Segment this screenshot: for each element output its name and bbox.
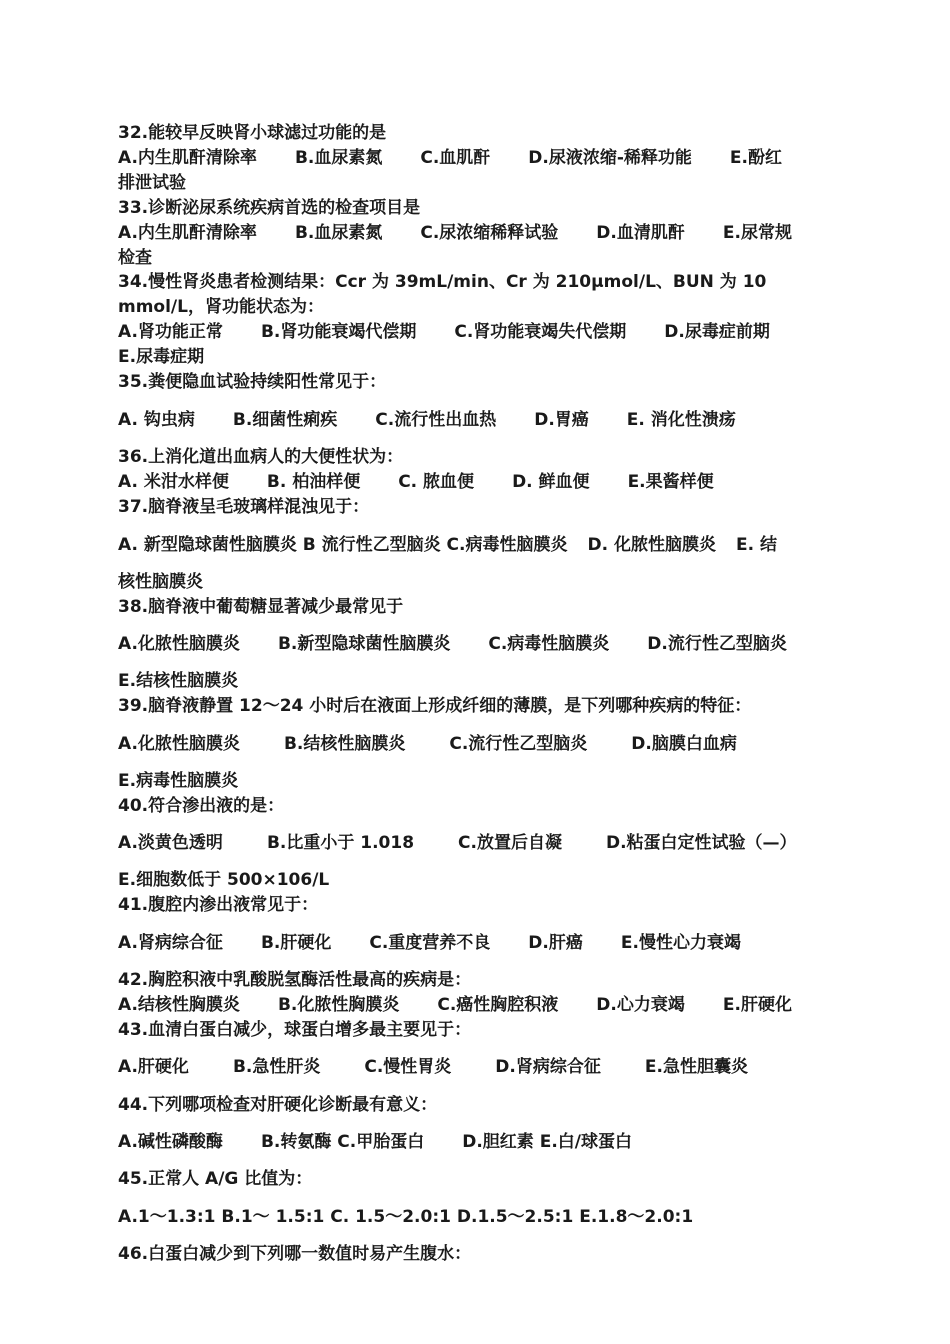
- option-text: C.慢性胃炎: [364, 1057, 452, 1077]
- option-text: B.新型隐球菌性脑膜炎: [277, 634, 451, 654]
- option-text: B.转氨酶 C.甲胎蛋白: [260, 1132, 425, 1152]
- option-text: E. 消化性溃疡: [626, 410, 736, 430]
- option-text: C.放置后自凝: [458, 833, 562, 853]
- option-text: C.流行性乙型脑炎: [449, 734, 588, 754]
- option-text: D.脑膜白血病: [631, 734, 737, 754]
- text-line: [118, 345, 862, 369]
- option-text: A. 新型隐球菌性脑膜炎 B 流行性乙型脑炎 C.病毒性脑膜炎: [118, 535, 568, 555]
- option-text: B.肝硬化: [260, 933, 332, 953]
- text-line: [118, 732, 862, 756]
- text-line: [118, 831, 862, 855]
- option-text: D.血清肌酐: [596, 223, 685, 243]
- option-text: D.胆红素 E.白/球蛋白: [462, 1132, 632, 1152]
- option-text: A.肝硬化: [118, 1057, 189, 1077]
- text-line: [118, 694, 862, 718]
- option-text: E.肝硬化: [722, 995, 792, 1015]
- text-line: [118, 893, 862, 917]
- option-text: D.尿液浓缩-稀释功能: [528, 148, 692, 168]
- option-text: B. 柏油样便: [266, 472, 361, 492]
- option-text: E.尿常规: [722, 223, 792, 243]
- line-text: 46.白蛋白减少到下列哪一数值时易产生腹水：: [118, 1244, 472, 1264]
- text-line: [118, 146, 862, 170]
- option-text: B.血尿素氮: [294, 148, 383, 168]
- line-text: 34.慢性肾炎患者检测结果：Ccr 为 39mL/min、Cr 为 210μmol/L、BUN 为 10: [118, 272, 767, 292]
- line-text: 44.下列哪项检查对肝硬化诊断最有意义：: [118, 1095, 438, 1115]
- line-text: E.病毒性脑膜炎: [118, 771, 239, 791]
- text-line: [118, 1130, 862, 1154]
- text-line: [118, 570, 862, 594]
- option-text: A. 米泔水样便: [118, 472, 229, 492]
- text-line: [118, 968, 862, 992]
- option-text: D.肾病综合征: [495, 1057, 601, 1077]
- text-line: [118, 931, 862, 955]
- line-text: 36.上消化道出血病人的大便性状为：: [118, 447, 404, 467]
- text-line: [118, 270, 862, 294]
- text-line: [118, 221, 862, 245]
- option-text: D. 鲜血便: [512, 472, 590, 492]
- text-line: [118, 196, 862, 220]
- text-line: [118, 632, 862, 656]
- text-line: [118, 121, 862, 145]
- line-text: 核性脑膜炎: [118, 572, 203, 592]
- option-text: B.急性肝炎: [232, 1057, 321, 1077]
- text-line: [118, 1167, 862, 1191]
- text-line: [118, 993, 862, 1017]
- option-text: B.细菌性痢疾: [232, 410, 338, 430]
- option-text: A.肾功能正常: [118, 322, 223, 342]
- option-text: B.肾功能衰竭代偿期: [260, 322, 417, 342]
- option-text: D.流行性乙型脑炎: [647, 634, 787, 654]
- option-text: A.内生肌酐清除率: [118, 148, 257, 168]
- text-line: [118, 669, 862, 693]
- option-text: A.化脓性脑膜炎: [118, 634, 240, 654]
- text-line: [118, 408, 862, 432]
- line-text: E.尿毒症期: [118, 347, 205, 367]
- option-text: E.果酱样便: [627, 472, 714, 492]
- line-text: 32.能较早反映肾小球滤过功能的是: [118, 123, 387, 143]
- option-text: C.尿浓缩稀释试验: [420, 223, 559, 243]
- line-text: mmol/L，肾功能状态为：: [118, 297, 324, 317]
- text-line: [118, 595, 862, 619]
- line-text: 检查: [118, 248, 152, 268]
- text-line: [118, 246, 862, 270]
- line-text: 排泄试验: [118, 173, 186, 193]
- text-line: [118, 769, 862, 793]
- option-text: A.化脓性脑膜炎: [118, 734, 240, 754]
- option-text: A.碱性磷酸酶: [118, 1132, 223, 1152]
- option-text: D. 化脓性脑膜炎: [587, 535, 716, 555]
- option-text: E.急性胆囊炎: [644, 1057, 748, 1077]
- option-text: A.结核性胸膜炎: [118, 995, 240, 1015]
- option-text: D.肝癌: [528, 933, 583, 953]
- text-line: [118, 794, 862, 818]
- option-text: B.比重小于 1.018: [266, 833, 415, 853]
- text-line: [118, 1093, 862, 1117]
- text-line: [118, 295, 862, 319]
- line-text: 40.符合渗出液的是：: [118, 796, 285, 816]
- option-text: C.重度营养不良: [369, 933, 491, 953]
- option-text: A.肾病综合征: [118, 933, 223, 953]
- option-text: C. 脓血便: [398, 472, 475, 492]
- option-text: E. 结: [736, 535, 777, 555]
- line-text: E.细胞数低于 500×106/L: [118, 870, 330, 890]
- line-text: 42.胸腔积液中乳酸脱氢酶活性最高的疾病是：: [118, 970, 472, 990]
- line-text: 35.粪便隐血试验持续阳性常见于：: [118, 372, 387, 392]
- line-text: 39.脑脊液静置 12～24 小时后在液面上形成纤细的薄膜，是下列哪种疾病的特征：: [118, 696, 752, 716]
- option-text: A. 钩虫病: [118, 410, 195, 430]
- text-line: [118, 470, 862, 494]
- option-text: B.结核性脑膜炎: [283, 734, 406, 754]
- text-line: [118, 1242, 862, 1266]
- text-line: [118, 445, 862, 469]
- option-text: D.胃癌: [534, 410, 589, 430]
- option-text: E.慢性心力衰竭: [620, 933, 741, 953]
- option-text: A.内生肌酐清除率: [118, 223, 257, 243]
- text-line: [118, 171, 862, 195]
- line-text: 33.诊断泌尿系统疾病首选的检查项目是: [118, 198, 421, 218]
- text-line: [118, 1055, 862, 1079]
- line-text: 45.正常人 A/G 比值为：: [118, 1169, 313, 1189]
- text-line: [118, 495, 862, 519]
- option-text: C.肾功能衰竭失代偿期: [454, 322, 627, 342]
- line-text: A.1～1.3:1 B.1～ 1.5:1 C. 1.5～2.0:1 D.1.5～2.5:1 E.1.8～2.0:1: [118, 1207, 694, 1227]
- option-text: C.血肌酐: [420, 148, 491, 168]
- text-line: [118, 320, 862, 344]
- option-text: B.血尿素氮: [294, 223, 383, 243]
- line-text: 38.脑脊液中葡萄糖显著减少最常见于: [118, 597, 404, 617]
- option-text: D.粘蛋白定性试验（—）: [605, 833, 797, 853]
- text-line: [118, 868, 862, 892]
- line-text: 41.腹腔内渗出液常见于：: [118, 895, 319, 915]
- option-text: C.癌性胸腔积液: [437, 995, 559, 1015]
- text-line: [118, 1205, 862, 1229]
- option-text: B.化脓性胸膜炎: [277, 995, 400, 1015]
- line-text: 37.脑脊液呈毛玻璃样混浊见于：: [118, 497, 370, 517]
- option-text: E.酚红: [729, 148, 782, 168]
- option-text: C.病毒性脑膜炎: [488, 634, 610, 654]
- option-text: A.淡黄色透明: [118, 833, 223, 853]
- line-text: E.结核性脑膜炎: [118, 671, 239, 691]
- text-line: [118, 370, 862, 394]
- line-text: 43.血清白蛋白减少，球蛋白增多最主要见于：: [118, 1020, 472, 1040]
- option-text: D.心力衰竭: [596, 995, 685, 1015]
- option-text: D.尿毒症前期: [664, 322, 770, 342]
- text-line: [118, 533, 862, 557]
- option-text: C.流行性出血热: [375, 410, 497, 430]
- text-line: [118, 1018, 862, 1042]
